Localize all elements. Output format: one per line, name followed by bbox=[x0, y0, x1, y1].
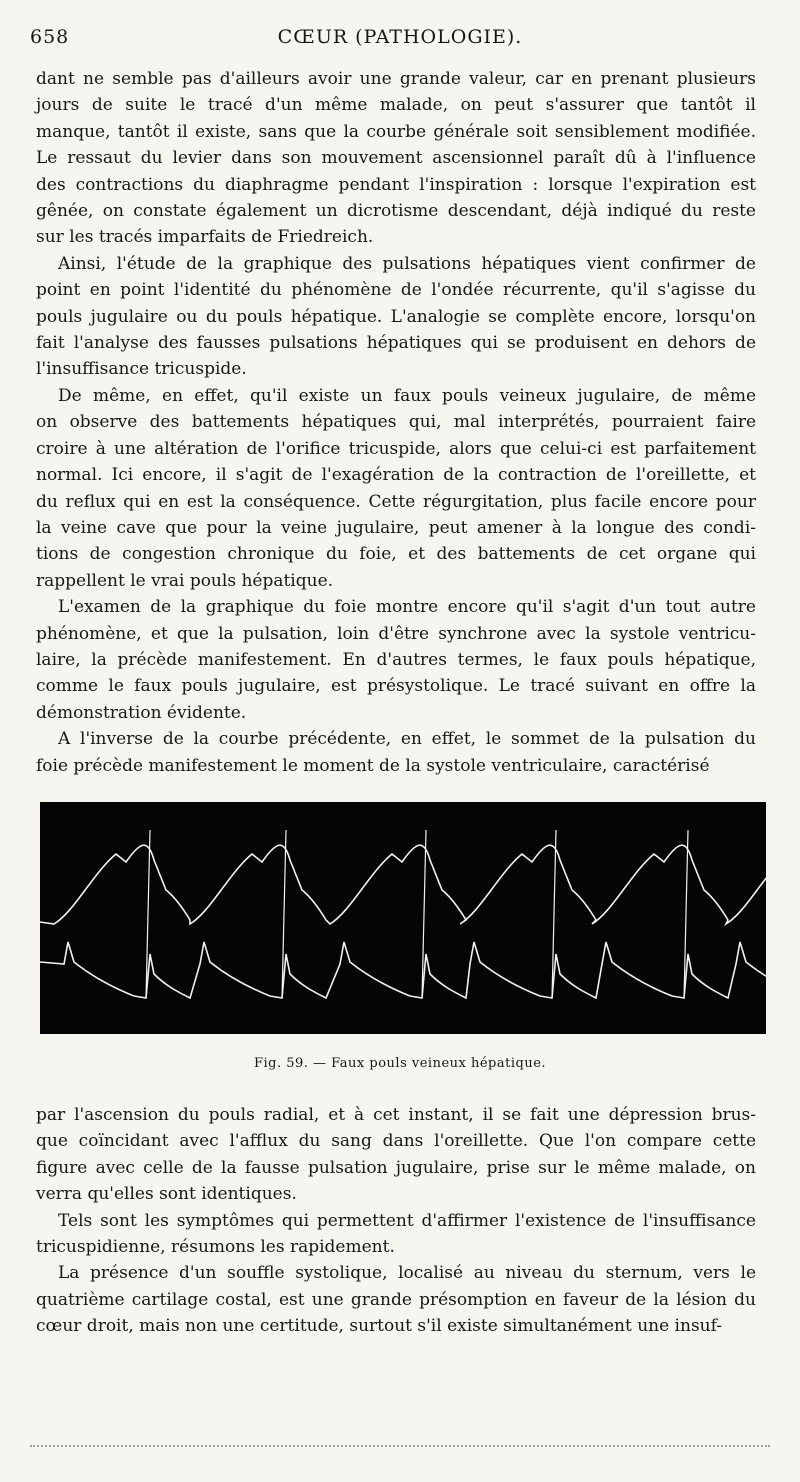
text-line: point en point l'identité du phénomène de l'ondée récurrente, qu'il s'agisse du bbox=[36, 280, 756, 301]
text-line: la veine cave que pour la veine jugulaire, peut amener à la longue des condi- bbox=[36, 517, 756, 538]
text-line: normal. Ici encore, il s'agit de l'exagération de la contraction de l'oreillette, et bbox=[36, 465, 756, 486]
text-line: l'insuffisance tricuspide. bbox=[36, 359, 247, 380]
text-line: par l'ascension du pouls radial, et à cet instant, il se fait une dépression brus- bbox=[36, 1105, 756, 1125]
text-line: dant ne semble pas d'ailleurs avoir une grande valeur, car en prenant plusieurs bbox=[36, 69, 756, 89]
text-line: verra qu'elles sont identiques. bbox=[36, 1184, 297, 1205]
text-line: tions de congestion chronique du foie, et des battements de cet organe qui bbox=[36, 544, 756, 565]
text-line: jours de suite le tracé d'un même malade, on peut s'assurer que tantôt il bbox=[36, 95, 756, 116]
paragraph bbox=[36, 66, 756, 251]
tracing-background bbox=[40, 802, 766, 1034]
text-block-top bbox=[36, 66, 756, 779]
text-line: Le ressaut du levier dans son mouvement ascensionnel paraît dû à l'influence bbox=[36, 148, 756, 169]
text-line: De même, en effet, qu'il existe un faux pouls veineux jugulaire, de même bbox=[58, 385, 756, 406]
text-line: que coïncidant avec l'afflux du sang dans l'oreillette. Que l'on compare cette bbox=[36, 1131, 756, 1152]
paragraph bbox=[36, 594, 756, 726]
text-line: rappellent le vrai pouls hépatique. bbox=[36, 570, 334, 591]
text-line: croire à une altération de l'orifice tricuspide, alors que celui-ci est parfaitement bbox=[36, 438, 756, 459]
paragraph bbox=[36, 383, 756, 594]
text-block-bottom bbox=[36, 1102, 756, 1340]
figure-tracing bbox=[40, 802, 766, 1034]
text-line: comme le faux pouls jugulaire, est présystolique. Le tracé suivant en offre la bbox=[36, 676, 756, 697]
running-head bbox=[30, 26, 770, 54]
paragraph bbox=[36, 1260, 756, 1339]
text-line: L'examen de la graphique du foie montre encore qu'il s'agit d'un tout autre bbox=[58, 597, 756, 618]
paragraph bbox=[36, 726, 756, 779]
page-number: 658 bbox=[30, 26, 70, 48]
tracing-graph bbox=[40, 802, 766, 1034]
text-line: tricuspidienne, résumons les rapidement. bbox=[36, 1237, 395, 1258]
text-line: démonstration évidente. bbox=[36, 702, 247, 723]
text-line: Tels sont les symptômes qui permettent d'affirmer l'existence de l'insuffisance bbox=[58, 1210, 756, 1231]
text-line: Ainsi, l'étude de la graphique des pulsations hépatiques vient confirmer de bbox=[58, 253, 756, 274]
text-line: A l'inverse de la courbe précédente, en effet, le sommet de la pulsation du bbox=[58, 729, 756, 750]
text-line: sur les tracés imparfaits de Friedreich. bbox=[36, 227, 374, 248]
text-line: La présence d'un souffle systolique, localisé au niveau du sternum, vers le bbox=[58, 1263, 756, 1284]
text-line: des contractions du diaphragme pendant l'inspiration : lorsque l'expiration est bbox=[36, 174, 756, 195]
paragraph bbox=[36, 1208, 756, 1261]
text-line: fait l'analyse des fausses pulsations hépatiques qui se produisent en dehors de bbox=[36, 333, 756, 354]
text-line: on observe des battements hépatiques qui, mal interprétés, pourraient faire bbox=[36, 412, 756, 433]
footer-rule bbox=[30, 1445, 770, 1447]
figure-caption: Fig. 59. — Faux pouls veineux hépatique. bbox=[253, 1056, 547, 1071]
text-line: manque, tantôt il existe, sans que la courbe générale soit sensiblement modifiée. bbox=[36, 121, 756, 142]
paragraph bbox=[36, 1102, 756, 1208]
text-line: du reflux qui en est la conséquence. Cette régurgitation, plus facile encore pour bbox=[36, 491, 756, 512]
running-title: CŒUR (PATHOLOGIE). bbox=[277, 26, 523, 48]
text-line: quatrième cartilage costal, est une grande présomption en faveur de la lésion du bbox=[36, 1289, 756, 1310]
paragraph bbox=[36, 251, 756, 383]
text-line: figure avec celle de la fausse pulsation jugulaire, prise sur le même malade, on bbox=[36, 1157, 756, 1178]
text-line: pouls jugulaire ou du pouls hépatique. L'analogie se complète encore, lorsqu'on bbox=[36, 306, 756, 327]
text-line: foie précède manifestement le moment de la systole ventriculaire, caractérisé bbox=[36, 755, 710, 776]
text-line: cœur droit, mais non une certitude, surtout s'il existe simultanément une insuf- bbox=[36, 1316, 723, 1337]
text-line: laire, la précède manifestement. En d'autres termes, le faux pouls hépatique, bbox=[36, 649, 756, 670]
text-line: phénomène, et que la pulsation, loin d'être synchrone avec la systole ventricu- bbox=[36, 623, 756, 644]
text-line: gênée, on constate également un dicrotisme descendant, déjà indiqué du reste bbox=[36, 201, 756, 222]
